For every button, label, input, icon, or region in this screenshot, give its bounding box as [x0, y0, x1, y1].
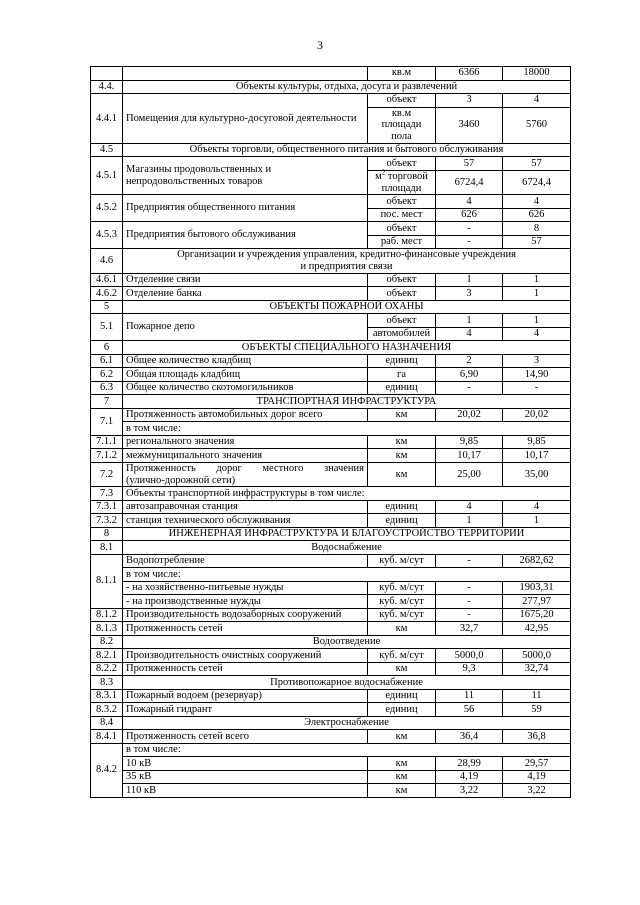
table-row: 7.1 Протяженность автомобильных дорог всего км 20,02 20,02	[91, 408, 571, 422]
table-row: 4.4.1 Помещения для культурно-досуговой деятельности объект 3 4	[91, 94, 571, 108]
section-row: 8.2 Водоотведение	[91, 635, 571, 649]
table-row: 6.1 Общее количество кладбищ единиц 2 3	[91, 354, 571, 368]
table-row: пос. мест 626 626	[91, 208, 571, 222]
table-row: 7.1.1 регионального значения км 9,85 9,85	[91, 435, 571, 449]
table-row: 35 кВ км 4,19 4,19	[91, 770, 571, 784]
page-number: 3	[317, 38, 323, 52]
table-row: 7.3.1 автозаправочная станция единиц 4 4	[91, 500, 571, 514]
table-row: 8.4.1 Протяженность сетей всего км 36,4 36,8	[91, 730, 571, 744]
table-row: 8.1.1 Водопотребление куб. м/сут - 2682,62	[91, 554, 571, 568]
table-row: $м^2$ торговой площади 6724,4 6724,4	[91, 170, 571, 195]
table-row: 8.1.3 Протяженность сетей км 32,7 42,95	[91, 622, 571, 636]
section-row: 7 ТРАНСПОРТНАЯ ИНФРАСТРУКТУРА	[91, 395, 571, 409]
table-row: 8.1.2 Производительность водозаборных сооружений куб. м/сут - 1675,20	[91, 608, 571, 622]
table-row: 4.5.1 Магазины продовольственных и непродовольственных товаров объект 57 57	[91, 157, 571, 171]
table-row: 7.3 Объекты транспортной инфраструктуры в том числе:	[91, 487, 571, 501]
section-row: 8 ИНЖЕНЕРНАЯ ИНФРАСТРУКТУРА И БЛАГОУСТРОЙСТВО ТЕРРИТОРИИ	[91, 527, 571, 541]
table-row: 7.3.2 станция технического обслуживания единиц 1 1	[91, 514, 571, 528]
table-row: 6.2 Общая площадь кладбищ га 6,90 14,90	[91, 368, 571, 382]
section-row: 4.4. Объекты культуры, отдыха, досуга и развлечений	[91, 80, 571, 94]
table-row: 4.5.3 Предприятия бытового обслуживания объект - 8	[91, 222, 571, 236]
table-row: кв.м 6366 18000	[91, 67, 571, 81]
section-row: 5 ОБЪЕКТЫ ПОЖАРНОЙ ОХАНЫ	[91, 300, 571, 314]
indicators-table	[90, 66, 571, 798]
section-row: 8.1 Водоснабжение	[91, 541, 571, 555]
table-row: в том числе:	[91, 422, 571, 436]
table-row: 8.3.1 Пожарный водоем (резервуар) единиц 11 11	[91, 689, 571, 703]
table-row: 7.1.2 межмуниципального значения км 10,17 10,17	[91, 449, 571, 463]
table-row: 5.1 Пожарное депо объект 1 1	[91, 314, 571, 328]
section-row: 8.4 Электроснабжение	[91, 716, 571, 730]
table-row: 10 кВ км 28,99 29,57	[91, 757, 571, 771]
table-row: 8.2.1 Производительность очистных сооружений куб. м/сут 5000,0 5000,0	[91, 649, 571, 663]
table-row: кв.м площади пола 3460 5760	[91, 107, 571, 143]
table-row: 8.4.2 в том числе:	[91, 743, 571, 757]
section-row: 6 ОБЪЕКТЫ СПЕЦИАЛЬНОГО НАЗНАЧЕНИЯ	[91, 341, 571, 355]
section-row: 4.5 Объекты торговли, общественного питания и бытового обслуживания	[91, 143, 571, 157]
table-row: в том числе:	[91, 568, 571, 582]
table-row: 6.3 Общее количество скотомогильников единиц - -	[91, 381, 571, 395]
section-row: 8.3 Противопожарное водоснабжение	[91, 676, 571, 690]
table-row: 8.2.2 Протяженность сетей км 9,3 32,74	[91, 662, 571, 676]
table-row: 110 кВ км 3,22 3,22	[91, 784, 571, 798]
table-row: раб. мест - 57	[91, 235, 571, 249]
section-row: 4.6 Организации и учреждения управления, кредитно-финансовые учреждения и предприятия связи	[91, 249, 571, 274]
table-row: 4.5.2 Предприятия общественного питания объект 4 4	[91, 195, 571, 209]
table-row: 7.2 Протяженность дорог местного значения (улично-дорожной сети) км 25,00 35,00	[91, 462, 571, 487]
table-row: автомобилей 4 4	[91, 327, 571, 341]
table-row: 4.6.1 Отделение связи объект 1 1	[91, 273, 571, 287]
table-row: 4.6.2 Отделение банка объект 3 1	[91, 287, 571, 301]
table-row: - на производственные нужды куб. м/сут - 277,97	[91, 595, 571, 609]
table-row: - на хозяйственно-питьевые нужды куб. м/сут - 1903,31	[91, 581, 571, 595]
table-row: 8.3.2 Пожарный гидрант единиц 56 59	[91, 703, 571, 717]
